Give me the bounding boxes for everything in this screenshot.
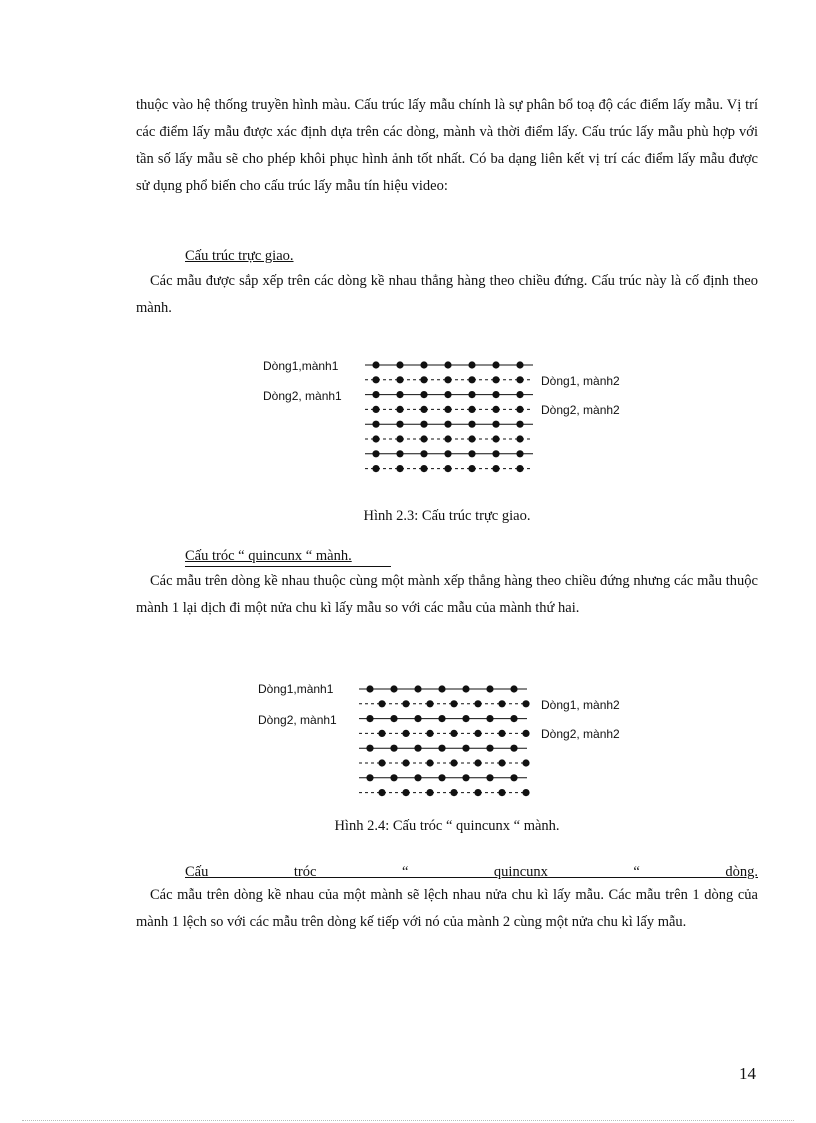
sample-dot <box>414 745 421 752</box>
label-line1-field1: Dòng1,mành1 <box>258 682 334 696</box>
sample-dot <box>498 730 505 737</box>
sample-dot <box>444 450 451 457</box>
sample-dot <box>396 421 403 428</box>
heading-field-quincunx: Cấu tróc “ quincunx “ mành. <box>185 548 352 564</box>
label-line2-field2: Dòng2, mành2 <box>541 403 620 417</box>
sample-dot <box>498 759 505 766</box>
line-quincunx-paragraph: Các mẫu trên dòng kề nhau của một mành sẽ lệch nhau nửa chu kì lấy mẫu. Các mẫu trên 1 dòng của mành 1 lệch so với các mẫu trên dòng kế tiếp với nó của mành 2 cùng một nửa chu kì lấy mẫu. <box>136 887 758 930</box>
sample-dot <box>366 685 373 692</box>
sample-dot <box>378 789 385 796</box>
sample-dot <box>396 391 403 398</box>
sample-dot <box>516 376 523 383</box>
sample-dot <box>492 465 499 472</box>
sample-dot <box>468 450 475 457</box>
sample-dot <box>420 391 427 398</box>
sample-dot <box>492 450 499 457</box>
sample-dot <box>426 700 433 707</box>
sample-dot <box>516 406 523 413</box>
field-quincunx-sampling-diagram <box>0 676 816 806</box>
sample-dot <box>516 435 523 442</box>
sample-dot <box>462 745 469 752</box>
sample-dot <box>414 715 421 722</box>
sample-dot <box>486 715 493 722</box>
figure-orthogonal-sampling <box>0 350 816 480</box>
heading-line-quincunx: Cấu tróc “ quincunx “ dòng. <box>185 864 758 880</box>
sample-dot <box>462 715 469 722</box>
orthogonal-sampling-diagram <box>0 350 816 480</box>
sample-dot <box>396 465 403 472</box>
sample-dot <box>378 700 385 707</box>
sample-dot <box>372 465 379 472</box>
sample-dot <box>468 361 475 368</box>
sample-dot <box>396 450 403 457</box>
sample-dot <box>420 406 427 413</box>
sample-dot <box>522 700 529 707</box>
sample-dot <box>372 450 379 457</box>
orthogonal-structure-paragraph: Các mẫu được sắp xếp trên các dòng kề nhau thẳng hàng theo chiều đứng. Cấu trúc này là cố định theo mành. <box>136 273 758 316</box>
sample-dot <box>492 435 499 442</box>
sample-dot <box>516 361 523 368</box>
sample-dot <box>438 715 445 722</box>
sample-dot <box>414 774 421 781</box>
sample-dot <box>474 759 481 766</box>
label-line2-field1: Dòng2, mành1 <box>263 389 342 403</box>
sample-dot <box>516 391 523 398</box>
sample-grid <box>365 361 533 472</box>
sample-dot <box>492 376 499 383</box>
sample-dot <box>438 685 445 692</box>
sample-dot <box>474 730 481 737</box>
sample-dot <box>372 376 379 383</box>
field-quincunx-paragraph: Các mẫu trên dòng kề nhau thuộc cùng một mành xếp thẳng hàng theo chiều đứng nhưng các mẫu thuộc mành 1 lại dịch đi một nửa chu kì lấy mẫu so với các mẫu của mành thứ hai. <box>136 573 758 616</box>
sample-dot <box>468 465 475 472</box>
sample-dot <box>390 774 397 781</box>
sample-dot <box>510 685 517 692</box>
sample-dot <box>390 715 397 722</box>
sample-dot <box>486 774 493 781</box>
sample-dot <box>378 730 385 737</box>
sample-dot <box>444 391 451 398</box>
sample-dot <box>420 435 427 442</box>
heading-field-quincunx-underline <box>185 566 391 567</box>
label-line2-field1: Dòng2, mành1 <box>258 713 337 727</box>
sample-dot <box>498 700 505 707</box>
sample-dot <box>492 421 499 428</box>
sample-dot <box>438 774 445 781</box>
sample-dot <box>402 730 409 737</box>
label-line1-field1: Dòng1,mành1 <box>263 359 339 373</box>
figure-2-4-caption: Hình 2.4: Cấu tróc “ quincunx “ mành. <box>334 818 560 834</box>
sample-dot <box>522 730 529 737</box>
sample-dot <box>426 789 433 796</box>
figure-field-quincunx-sampling <box>0 676 816 806</box>
sample-dot <box>402 789 409 796</box>
sample-dot <box>444 435 451 442</box>
heading-orthogonal-structure: Cấu trúc trực giao. <box>185 248 294 264</box>
sample-dot <box>522 759 529 766</box>
sample-dot <box>492 406 499 413</box>
sample-dot <box>366 745 373 752</box>
sample-dot <box>450 700 457 707</box>
sample-dot <box>516 465 523 472</box>
figure-2-3-caption: Hình 2.3: Cấu trúc trực giao. <box>363 508 531 524</box>
sample-dot <box>462 774 469 781</box>
sample-dot <box>492 361 499 368</box>
sample-dot <box>396 406 403 413</box>
sample-dot <box>450 789 457 796</box>
sample-dot <box>426 730 433 737</box>
sample-dot <box>510 745 517 752</box>
sample-dot <box>420 465 427 472</box>
intro-paragraph: thuộc vào hệ thống truyền hình màu. Cấu trúc lấy mẫu chính là sự phân bổ toạ độ các điểm lấy mẫu. Vị trí các điểm lấy mẫu được xác định dựa trên các dòng, mành và thời điểm lấy. Cấu trúc lấy mẫu phù hợp với tần số lấy mẫu sẽ cho phép khôi phục hình ảnh tốt nhất. Có ba dạng liên kết vị trí các điểm lấy mẫu được sử dụng phổ biến cho cấu trúc lấy mẫu tín hiệu video: <box>136 97 758 194</box>
sample-dot <box>522 789 529 796</box>
sample-dot <box>444 465 451 472</box>
sample-dot <box>366 774 373 781</box>
sample-dot <box>372 421 379 428</box>
label-line1-field2: Dòng1, mành2 <box>541 374 620 388</box>
sample-dot <box>420 361 427 368</box>
sample-dot <box>420 450 427 457</box>
sample-dot <box>444 361 451 368</box>
label-line2-field2: Dòng2, mành2 <box>541 727 620 741</box>
sample-dot <box>396 376 403 383</box>
label-line1-field2: Dòng1, mành2 <box>541 698 620 712</box>
sample-dot <box>468 406 475 413</box>
sample-dot <box>420 376 427 383</box>
sample-dot <box>414 685 421 692</box>
sample-dot <box>396 435 403 442</box>
sample-dot <box>468 435 475 442</box>
sample-dot <box>402 700 409 707</box>
sample-dot <box>444 376 451 383</box>
sample-dot <box>510 715 517 722</box>
sample-dot <box>486 685 493 692</box>
sample-dot <box>390 685 397 692</box>
sample-dot <box>366 715 373 722</box>
sample-dot <box>444 421 451 428</box>
sample-dot <box>468 376 475 383</box>
sample-dot <box>462 685 469 692</box>
sample-dot <box>516 450 523 457</box>
sample-dot <box>372 361 379 368</box>
sample-dot <box>450 759 457 766</box>
sample-dot <box>492 391 499 398</box>
sample-dot <box>372 406 379 413</box>
sample-dot <box>468 391 475 398</box>
sample-dot <box>444 406 451 413</box>
sample-dot <box>426 759 433 766</box>
sample-dot <box>396 361 403 368</box>
sample-dot <box>474 700 481 707</box>
sample-dot <box>402 759 409 766</box>
sample-dot <box>378 759 385 766</box>
sample-dot <box>420 421 427 428</box>
sample-grid <box>359 685 530 796</box>
sample-dot <box>516 421 523 428</box>
sample-dot <box>372 391 379 398</box>
sample-dot <box>450 730 457 737</box>
sample-dot <box>372 435 379 442</box>
sample-dot <box>474 789 481 796</box>
page-number: 14 <box>739 1064 756 1083</box>
sample-dot <box>468 421 475 428</box>
sample-dot <box>438 745 445 752</box>
sample-dot <box>390 745 397 752</box>
sample-dot <box>498 789 505 796</box>
footer-dotted-rule <box>22 1120 794 1121</box>
sample-dot <box>486 745 493 752</box>
sample-dot <box>510 774 517 781</box>
